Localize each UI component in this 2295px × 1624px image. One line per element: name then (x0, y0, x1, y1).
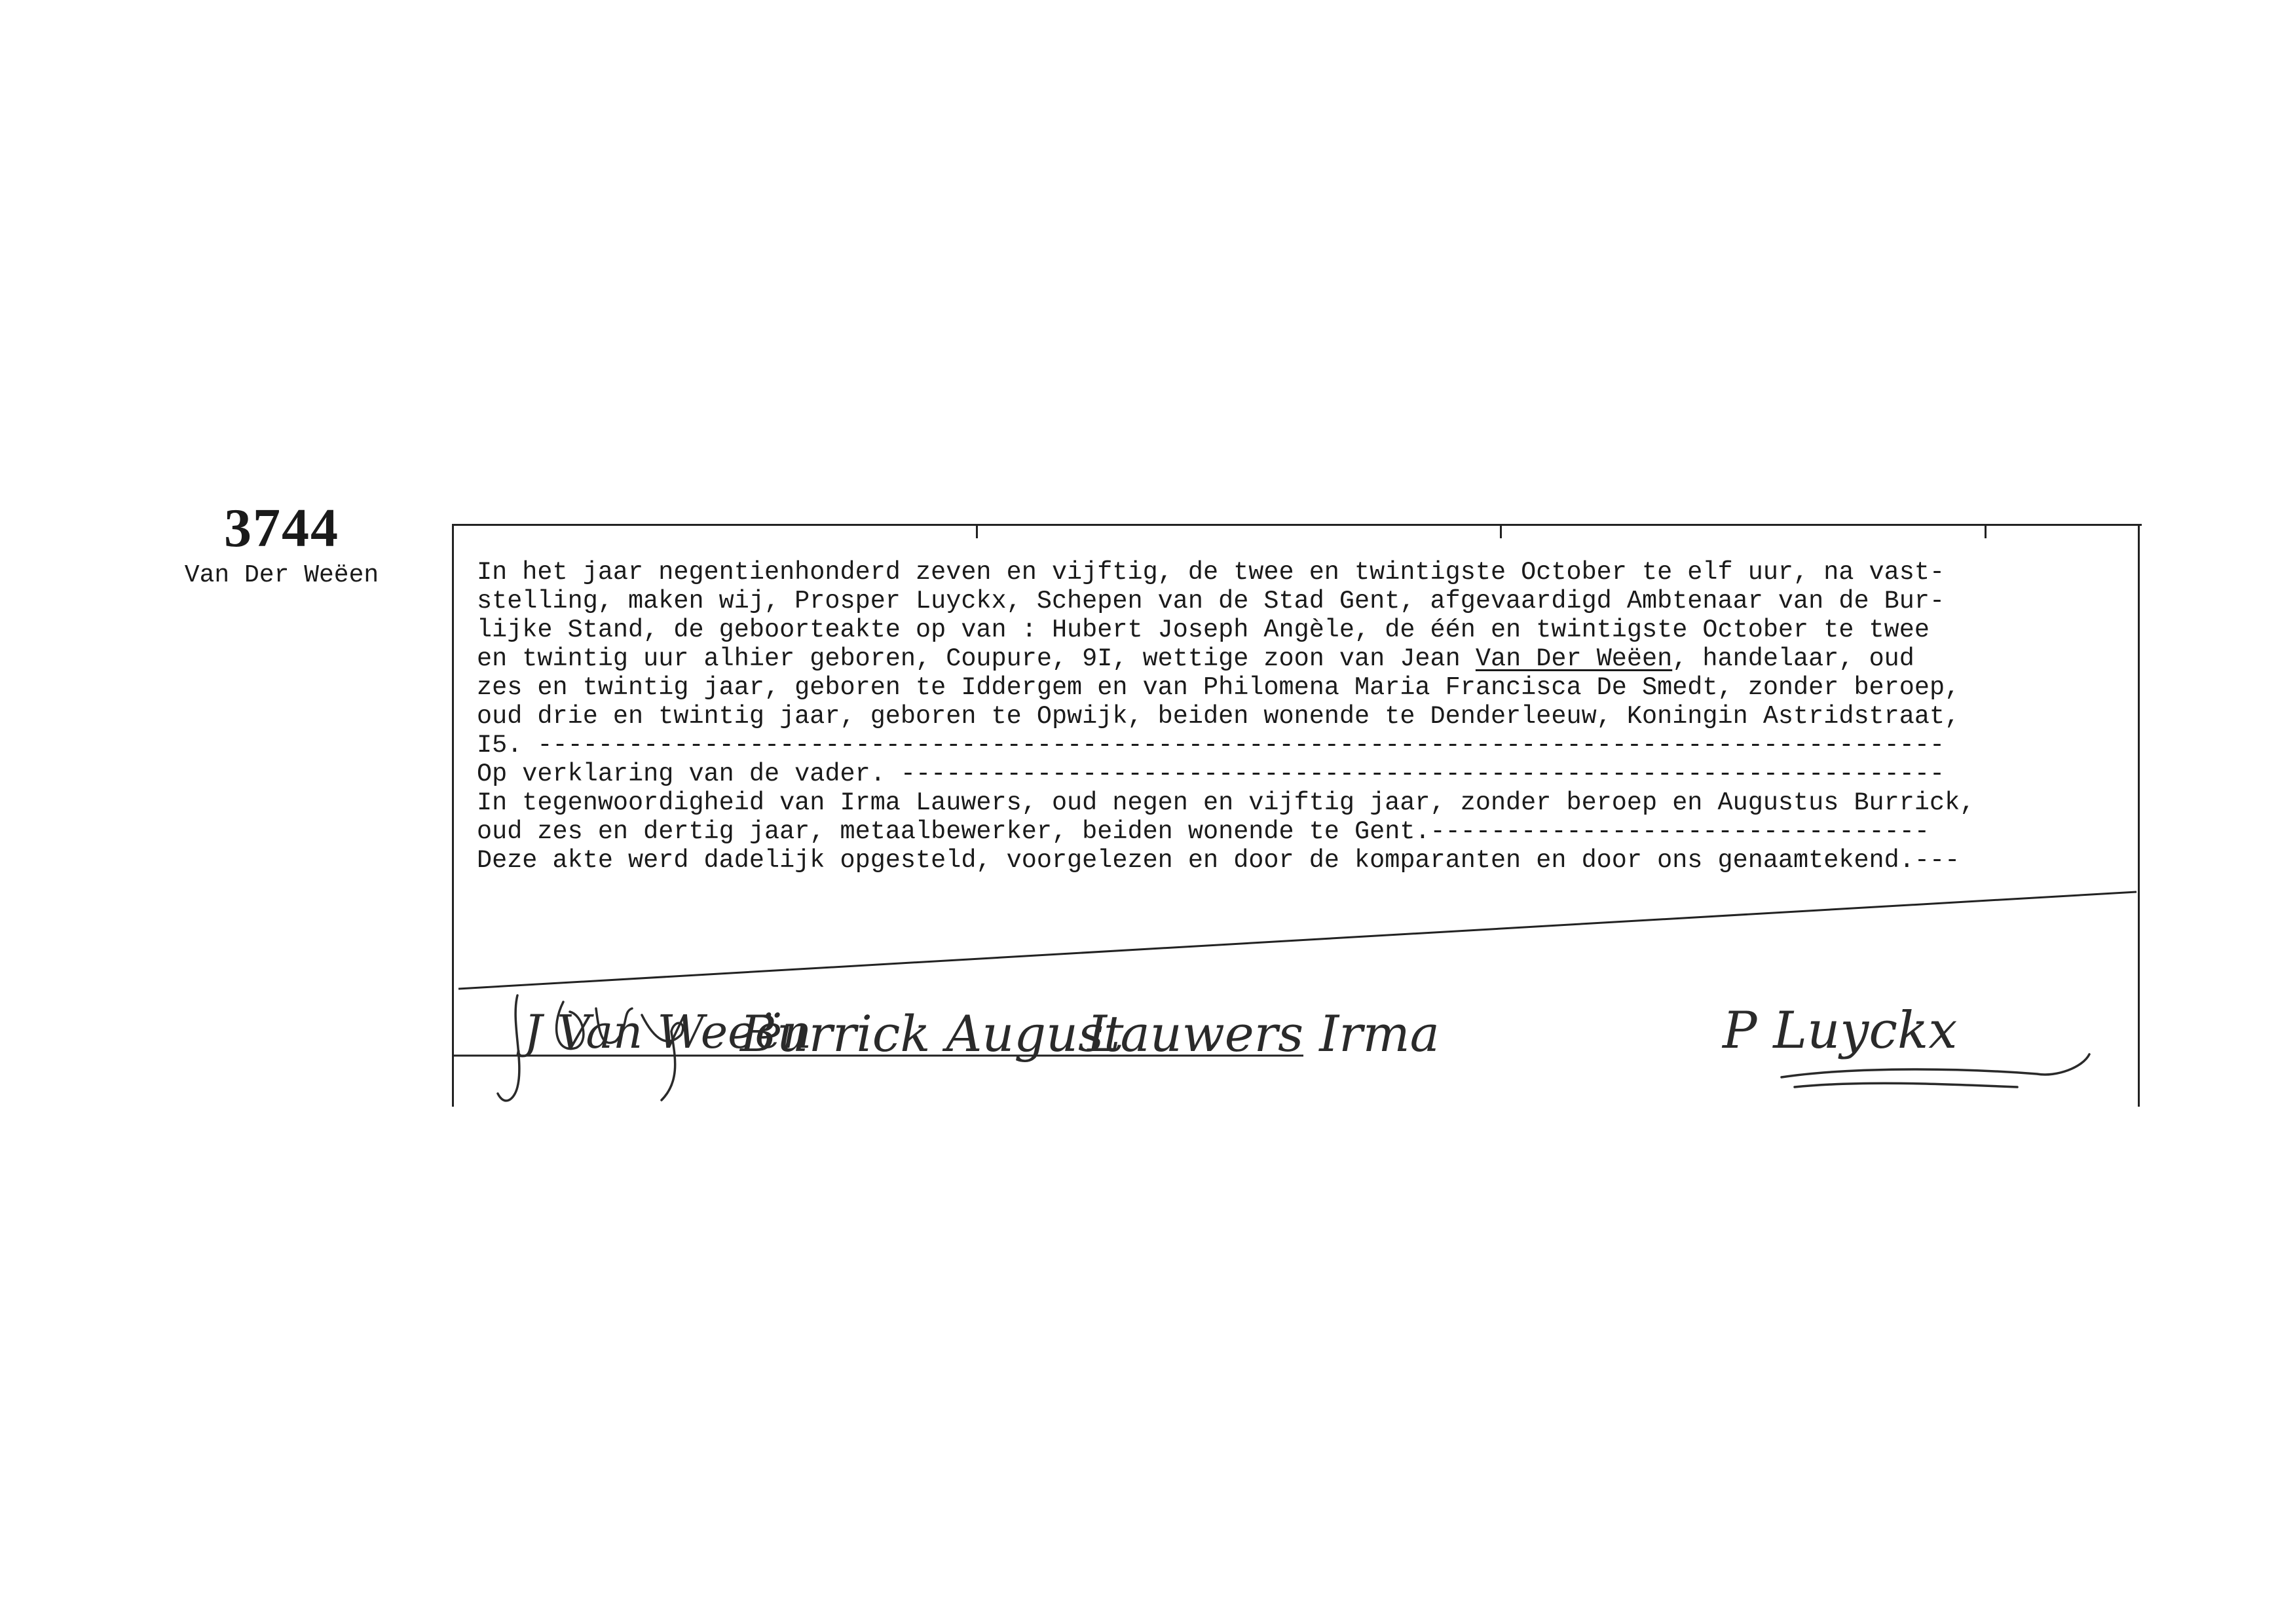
signature-witness-1 (739, 1005, 1124, 1063)
record-line: lijke Stand, de geboorteakte op van : Hubert Joseph Angèle, de één en twintigste October te twee (477, 616, 1930, 644)
signature-witness-2 (1086, 1005, 1440, 1063)
signature-witness-2-text: Lauwers Irma (1087, 1005, 1440, 1063)
record-line: Deze akte werd dadelijk opgesteld, voorgelezen en door de komparanten en door ons genaamtekend.--- (477, 846, 1960, 875)
signature-witness-1-text: Burrick August (740, 1005, 1124, 1063)
record-line: Op verklaring van de vader. --------------------------------------------------------------------- (477, 760, 1945, 788)
record-line-head: en twintig uur alhier geboren, Coupure, 9I, wettige zoon van Jean (477, 644, 1476, 673)
record-line: zes en twintig jaar, geboren te Iddergem en van Philomena Maria Francisca De Smedt, zonder beroep, (477, 673, 1960, 702)
signature-officer (1721, 1001, 2089, 1087)
record-number: 3744 (224, 498, 339, 559)
record-line: I5. --------------------------------------------------------------------------------------------- (477, 731, 1945, 760)
signature-father-text: J Van Weeën (524, 1005, 812, 1059)
record-line: In het jaar negentienhonderd zeven en vijftig, de twee en twintigste October te elf uur, na vast- (477, 558, 1945, 587)
record-line: oud zes en dertig jaar, metaalbewerker, beiden wonende te Gent.--------------------------------- (477, 817, 1930, 846)
signature-officer-text: P Luyckx (1723, 1001, 1958, 1060)
underlined-surname: Van Der Weëen (1475, 644, 1673, 673)
record-line: oud drie en twintig jaar, geboren te Opwijk, beiden wonende te Denderleeuw, Koningin Astridstraat, (477, 702, 1960, 731)
record-line: In tegenwoordigheid van Irma Lauwers, oud negen en vijftig jaar, zonder beroep en Augustus Burrick, (477, 788, 1975, 817)
margin-surname: Van Der Weëen (184, 561, 379, 589)
record-line-tail: , handelaar, oud (1672, 644, 1914, 673)
record-line: stelling, maken wij, Prosper Luyckx, Schepen van de Stad Gent, afgevaardigd Ambtenaar van de Bur- (477, 587, 1945, 616)
